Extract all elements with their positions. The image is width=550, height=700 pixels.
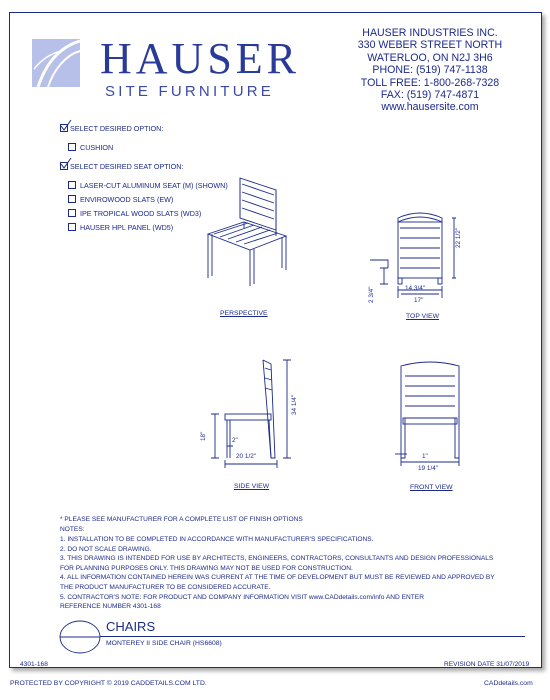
- side-view-caption: SIDE VIEW: [234, 483, 270, 490]
- note-line: 5. CONTRACTOR'S NOTE: FOR PRODUCT AND COMPANY INFORMATION VISIT www.CADdetails.com/info AND ENTER: [60, 593, 424, 601]
- seat-label-hpl: HAUSER HPL PANEL (WD5): [80, 223, 174, 232]
- top-dim-edge: 2 3/4": [368, 286, 375, 303]
- seat-checkbox-aluminum[interactable]: [68, 181, 76, 189]
- caddetails-link[interactable]: CADdetails.com: [484, 680, 533, 687]
- logo-wordmark: HAUSER: [100, 34, 301, 83]
- notes-title: NOTES:: [60, 526, 85, 533]
- copyright-footer: PROTECTED BY COPYRIGHT © 2019 CADDETAILS.COM LTD.: [10, 680, 207, 687]
- company-name: HAUSER INDUSTRIES INC.: [362, 27, 498, 39]
- company-phone: PHONE: (519) 747-1138: [372, 64, 488, 77]
- cushion-checkbox[interactable]: [68, 143, 76, 151]
- title-block-circle-icon: [58, 619, 102, 655]
- side-dim-height: 34 1/4": [291, 394, 298, 415]
- option-header: SELECT DESIRED OPTION:: [70, 124, 164, 133]
- company-info: [340, 27, 520, 114]
- logo-tagline: SITE FURNITURE: [105, 83, 274, 100]
- top-view-caption: TOP VIEW: [406, 313, 439, 320]
- seat-label-envirowood: ENVIROWOOD SLATS (EW): [80, 195, 174, 204]
- side-dim-leg: 2": [232, 437, 238, 444]
- company-address-2: WATERLOO, ON N2J 3H6: [367, 51, 493, 64]
- seat-option-header: SELECT DESIRED SEAT OPTION:: [70, 162, 184, 171]
- cushion-label: CUSHION: [80, 143, 114, 152]
- front-view-caption: FRONT VIEW: [410, 484, 453, 491]
- front-dim-leg: 1": [422, 453, 428, 460]
- note-line: 2. DO NOT SCALE DRAWING.: [60, 545, 152, 553]
- note-line: THE PRODUCT MANUFACTURER TO BE CONSIDERED ACCURATE.: [60, 583, 271, 591]
- company-website[interactable]: www.hausersite.com: [381, 101, 479, 114]
- note-line: REFERENCE NUMBER 4301-168: [60, 603, 161, 611]
- perspective-chair-drawing: [200, 168, 310, 288]
- seat-label-aluminum: LASER-CUT ALUMINUM SEAT (M) (SHOWN): [80, 181, 228, 190]
- top-view-drawing: [370, 208, 490, 308]
- top-dim-width: 17": [414, 297, 424, 304]
- side-view-drawing: [205, 358, 315, 468]
- reference-number: 4301-168: [20, 661, 48, 668]
- side-dim-seat: 18": [200, 431, 207, 441]
- note-line: FOR PLANNING PURPOSES ONLY. THIS DRAWING MAY NOT BE USED FOR CONSTRUCTION.: [60, 564, 353, 572]
- side-dim-depth: 20 1/2": [236, 453, 257, 460]
- top-dim-inner: 14 3/4": [405, 285, 426, 292]
- finish-note: * PLEASE SEE MANUFACTURER FOR A COMPLETE LIST OF FINISH OPTIONS: [60, 516, 303, 523]
- note-line: 1. INSTALLATION TO BE COMPLETED IN ACCORDANCE WITH MANUFACTURER'S SPECIFICATIONS.: [60, 536, 374, 543]
- seat-checkbox-envirowood[interactable]: [68, 195, 76, 203]
- notes-list: [60, 535, 495, 612]
- front-view-drawing: [385, 358, 485, 468]
- drawing-sheet: [9, 12, 542, 668]
- seat-label-ipe: IPE TROPICAL WOOD SLATS (WD3): [80, 209, 202, 218]
- company-fax: FAX: (519) 747-4871: [380, 89, 480, 102]
- top-dim-depth: 22 1/2": [455, 227, 462, 248]
- perspective-caption: PERSPECTIVE: [220, 310, 268, 317]
- front-dim-width: 19 1/4": [418, 465, 439, 472]
- seat-checkbox-hpl[interactable]: [68, 223, 76, 231]
- seat-checkbox-ipe[interactable]: [68, 209, 76, 217]
- title-rule: [100, 636, 525, 637]
- note-line: 4. ALL INFORMATION CONTAINED HEREIN WAS CURRENT AT THE TIME OF DEVELOPMENT BUT MUST BE REVIEWED AND APPROVED BY: [60, 574, 495, 582]
- title-product: MONTEREY II SIDE CHAIR (HS6608): [106, 640, 222, 647]
- company-address-1: 330 WEBER STREET NORTH: [357, 39, 503, 52]
- revision-date: REVISION DATE 31/07/2019: [444, 661, 530, 668]
- note-line: 3. THIS DRAWING IS INTENDED FOR USE BY ARCHITECTS, ENGINEERS, CONTRACTORS, CONSULTANTS AND DESIGN PROFESSIONALS: [60, 555, 494, 563]
- title-category: CHAIRS: [106, 619, 156, 634]
- company-tollfree: TOLL FREE: 1-800-268-7328: [360, 76, 500, 89]
- hauser-swoosh-logo-icon: [32, 39, 82, 89]
